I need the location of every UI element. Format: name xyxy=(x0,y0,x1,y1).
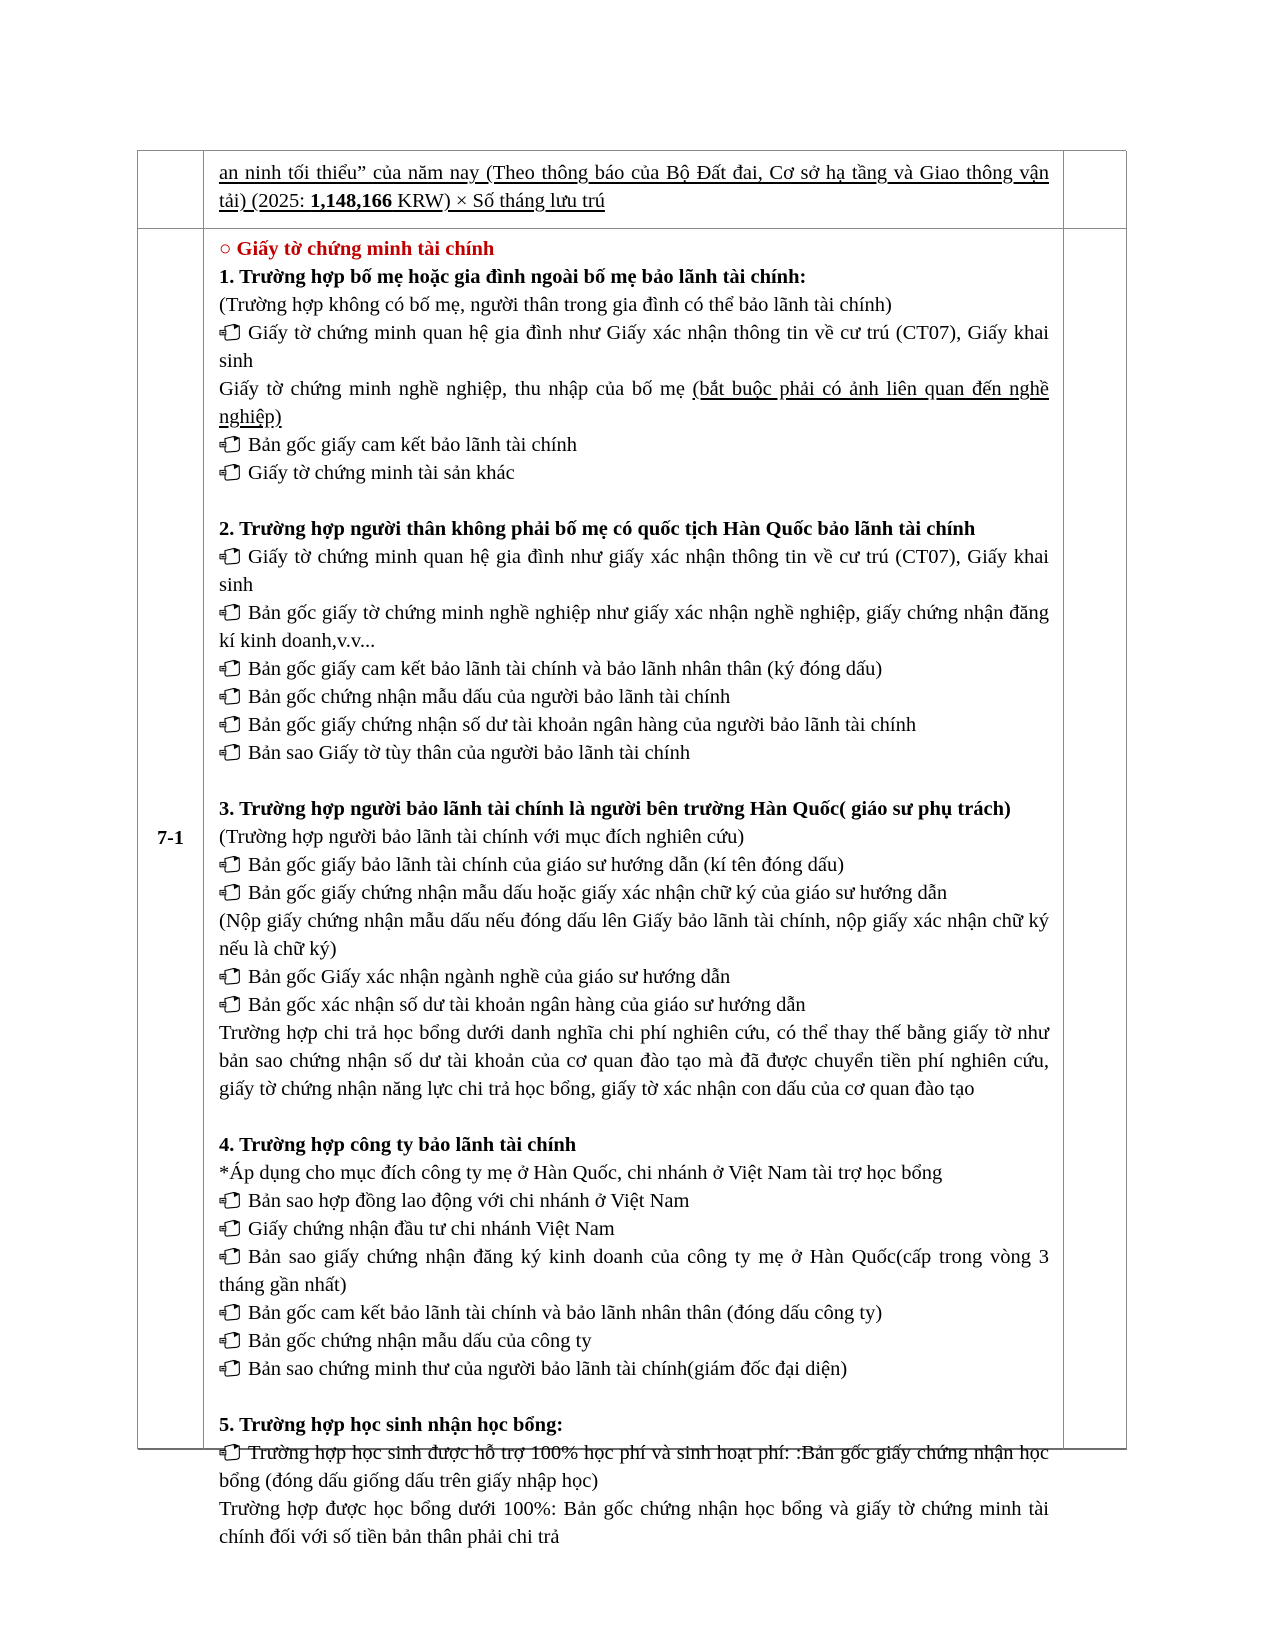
document-page-icon xyxy=(219,463,242,481)
row2-side-cell xyxy=(1064,229,1127,1450)
document-page-icon xyxy=(219,323,242,341)
text-run: Trường hợp chi trả học bổng dưới danh nghĩa chi phí nghiên cứu, có thể thay thế bằng giấy tờ như bản sao chứng nhận số dư tài khoản của cơ quan đào tạo mà đã được chuyển tiền phí nghiên cứu, giấy tờ chứng nhận năng lực chi trả học bổng, giấy tờ xác nhận con dấu của cơ quan đào tạo xyxy=(219,1022,1049,1100)
row2-label-cell xyxy=(138,229,204,1450)
document-page-icon xyxy=(219,743,242,761)
text-run: Giấy tờ chứng minh quan hệ gia đình như giấy xác nhận thông tin về cư trú (CT07), Giấy khai sinh xyxy=(219,546,1049,596)
section-3-title xyxy=(219,795,1049,823)
document-page-icon xyxy=(219,715,242,733)
checklist-item xyxy=(219,655,1049,683)
document-page-icon xyxy=(219,1359,242,1377)
checklist-spacer xyxy=(219,487,1049,515)
document-page-icon xyxy=(219,1443,242,1461)
checklist-item xyxy=(219,599,1049,655)
text-run: Bản gốc giấy chứng nhận mẫu dấu hoặc giấy xác nhận chữ ký của giáo sư hướng dẫn xyxy=(248,882,948,904)
document-page-icon xyxy=(219,1303,242,1321)
financial-docs-heading xyxy=(219,235,1049,263)
text-run: Bản gốc chứng nhận mẫu dấu của công ty xyxy=(248,1330,592,1352)
document-page-icon xyxy=(219,855,242,873)
text-run: Bản gốc Giấy xác nhận ngành nghề của giáo sư hướng dẫn xyxy=(248,966,731,988)
text-run: Bản gốc giấy cam kết bảo lãnh tài chính xyxy=(248,434,578,456)
section-3-note xyxy=(219,823,1049,851)
requirements-table xyxy=(137,150,1126,1548)
row1-label-cell xyxy=(138,151,204,229)
text-run: Bản gốc giấy bảo lãnh tài chính của giáo sư hướng dẫn (kí tên đóng dấu) xyxy=(248,854,845,876)
text-run: Bản sao giấy chứng nhận đăng ký kinh doanh của công ty mẹ ở Hàn Quốc(cấp trong vòng 3 tháng gần nhất) xyxy=(219,1246,1049,1296)
document-page-icon xyxy=(219,1191,242,1209)
section-1-note xyxy=(219,291,1049,319)
text-run: 1. Trường hợp bố mẹ hoặc gia đình ngoài bố mẹ bảo lãnh tài chính: xyxy=(219,266,807,288)
checklist-item xyxy=(219,711,1049,739)
checklist-item xyxy=(219,739,1049,767)
document-page-icon xyxy=(219,1219,242,1237)
text-run: (bắt buộc phải có ảnh liên quan đến nghề nghiệp) xyxy=(219,378,1050,428)
section-2-title xyxy=(219,515,1049,543)
checklist-content xyxy=(219,235,1049,1551)
document-page-icon xyxy=(219,687,242,705)
checklist-item xyxy=(219,319,1049,375)
text-run: Bản sao hợp đồng lao động với chi nhánh ở Việt Nam xyxy=(248,1190,690,1212)
checklist-item xyxy=(219,991,1049,1019)
checklist-spacer xyxy=(219,1103,1049,1131)
checklist-item xyxy=(219,543,1049,599)
text-run: Bản gốc chứng nhận mẫu dấu của người bảo lãnh tài chính xyxy=(248,686,731,708)
row1-content-cell xyxy=(204,151,1064,229)
checklist-item xyxy=(219,1355,1049,1383)
checklist-spacer xyxy=(219,1383,1049,1411)
text-run: Bản gốc giấy chứng nhận số dư tài khoản ngân hàng của người bảo lãnh tài chính xyxy=(248,714,917,736)
section-4-title xyxy=(219,1131,1049,1159)
text-run: Trường hợp được học bổng dưới 100%: Bản gốc chứng nhận học bổng và giấy tờ chứng minh tài chính đối với số tiền bản thân phải chi trả xyxy=(219,1498,1049,1548)
checklist-item xyxy=(219,1299,1049,1327)
text-run: Bản sao Giấy tờ tùy thân của người bảo lãnh tài chính xyxy=(248,742,691,764)
text-run: Bản gốc cam kết bảo lãnh tài chính và bảo lãnh nhân thân (đóng dấu công ty) xyxy=(248,1302,883,1324)
text-run: Bản gốc giấy cam kết bảo lãnh tài chính và bảo lãnh nhân thân (ký đóng dấu) xyxy=(248,658,883,680)
checklist-item-continuation xyxy=(219,375,1049,431)
document-page-icon xyxy=(219,659,242,677)
text-run: 5. Trường hợp học sinh nhận học bổng: xyxy=(219,1414,564,1436)
text-run: (Nộp giấy chứng nhận mẫu dấu nếu đóng dấu lên Giấy bảo lãnh tài chính, nộp giấy xác nhận chữ ký nếu là chữ ký) xyxy=(219,910,1049,960)
document-page-icon xyxy=(219,1247,242,1265)
section-4-note xyxy=(219,1159,1049,1187)
checklist-item xyxy=(219,1243,1049,1299)
section-5-title xyxy=(219,1411,1049,1439)
text-run: Giấy chứng nhận đầu tư chi nhánh Việt Nam xyxy=(248,1218,615,1240)
row2-label: 7-1 xyxy=(157,827,184,849)
checklist-item xyxy=(219,963,1049,991)
text-run: Bản gốc giấy tờ chứng minh nghề nghiệp như giấy xác nhận nghề nghiệp, giấy chứng nhận đăng kí kinh doanh,v.v... xyxy=(219,602,1049,652)
document-page-icon xyxy=(219,603,242,621)
text-run: Giấy tờ chứng minh tài sản khác xyxy=(248,462,515,484)
checklist-item xyxy=(219,851,1049,879)
section-3-note-2 xyxy=(219,907,1049,963)
checklist-spacer xyxy=(219,767,1049,795)
document-page-icon xyxy=(219,883,242,901)
checklist-item xyxy=(219,1439,1049,1495)
text-run: Trường hợp học sinh được hỗ trợ 100% học phí và sinh hoạt phí: :Bản gốc giấy chứng nhận học bổng (đóng dấu giống dấu trên giấy nhập học) xyxy=(219,1442,1049,1492)
text-run: (Trường hợp không có bố mẹ, người thân trong gia đình có thể bảo lãnh tài chính) xyxy=(219,294,892,316)
row1-side-cell xyxy=(1064,151,1127,229)
document-page-icon xyxy=(219,967,242,985)
section-5-paragraph xyxy=(219,1495,1049,1551)
text-run: 3. Trường hợp người bảo lãnh tài chính là người bên trường Hàn Quốc( giáo sư phụ trách) xyxy=(219,798,1011,820)
text-run: an ninh tối thiểu” của năm nay (Theo thông báo của Bộ Đất đai, Cơ sở hạ tầng và Giao thông vận tải) (2025: xyxy=(219,162,1049,212)
checklist-item xyxy=(219,1327,1049,1355)
section-1-title xyxy=(219,263,1049,291)
checklist-item xyxy=(219,459,1049,487)
section-3-paragraph xyxy=(219,1019,1049,1103)
text-run: 2. Trường hợp người thân không phải bố mẹ có quốc tịch Hàn Quốc bảo lãnh tài chính xyxy=(219,518,976,540)
checklist-item xyxy=(219,1215,1049,1243)
text-run: ○ Giấy tờ chứng minh tài chính xyxy=(219,238,495,260)
document-page-icon xyxy=(219,1331,242,1349)
checklist-item xyxy=(219,431,1049,459)
text-run: KRW) × Số tháng lưu trú xyxy=(392,190,605,212)
checklist-item xyxy=(219,683,1049,711)
amount-value: 1,148,166 xyxy=(310,190,393,212)
text-run: Bản sao chứng minh thư của người bảo lãnh tài chính(giám đốc đại diện) xyxy=(248,1358,848,1380)
document-page-icon xyxy=(219,435,242,453)
row1-paragraph xyxy=(219,159,1049,215)
text-run: Giấy tờ chứng minh nghề nghiệp, thu nhập của bố mẹ xyxy=(219,378,693,400)
text-run: Giấy tờ chứng minh quan hệ gia đình như Giấy xác nhận thông tin về cư trú (CT07), Giấy khai sinh xyxy=(219,322,1049,372)
text-run: *Áp dụng cho mục đích công ty mẹ ở Hàn Quốc, chi nhánh ở Việt Nam tài trợ học bổng xyxy=(219,1162,943,1184)
document-page-icon xyxy=(219,547,242,565)
text-run: 4. Trường hợp công ty bảo lãnh tài chính xyxy=(219,1134,577,1156)
document-page-icon xyxy=(219,995,242,1013)
text-run: Bản gốc xác nhận số dư tài khoản ngân hàng của giáo sư hướng dẫn xyxy=(248,994,806,1016)
text-run: (Trường hợp người bảo lãnh tài chính với mục đích nghiên cứu) xyxy=(219,826,745,848)
checklist-item xyxy=(219,879,1049,907)
row2-content-cell xyxy=(204,229,1064,1548)
checklist-item xyxy=(219,1187,1049,1215)
